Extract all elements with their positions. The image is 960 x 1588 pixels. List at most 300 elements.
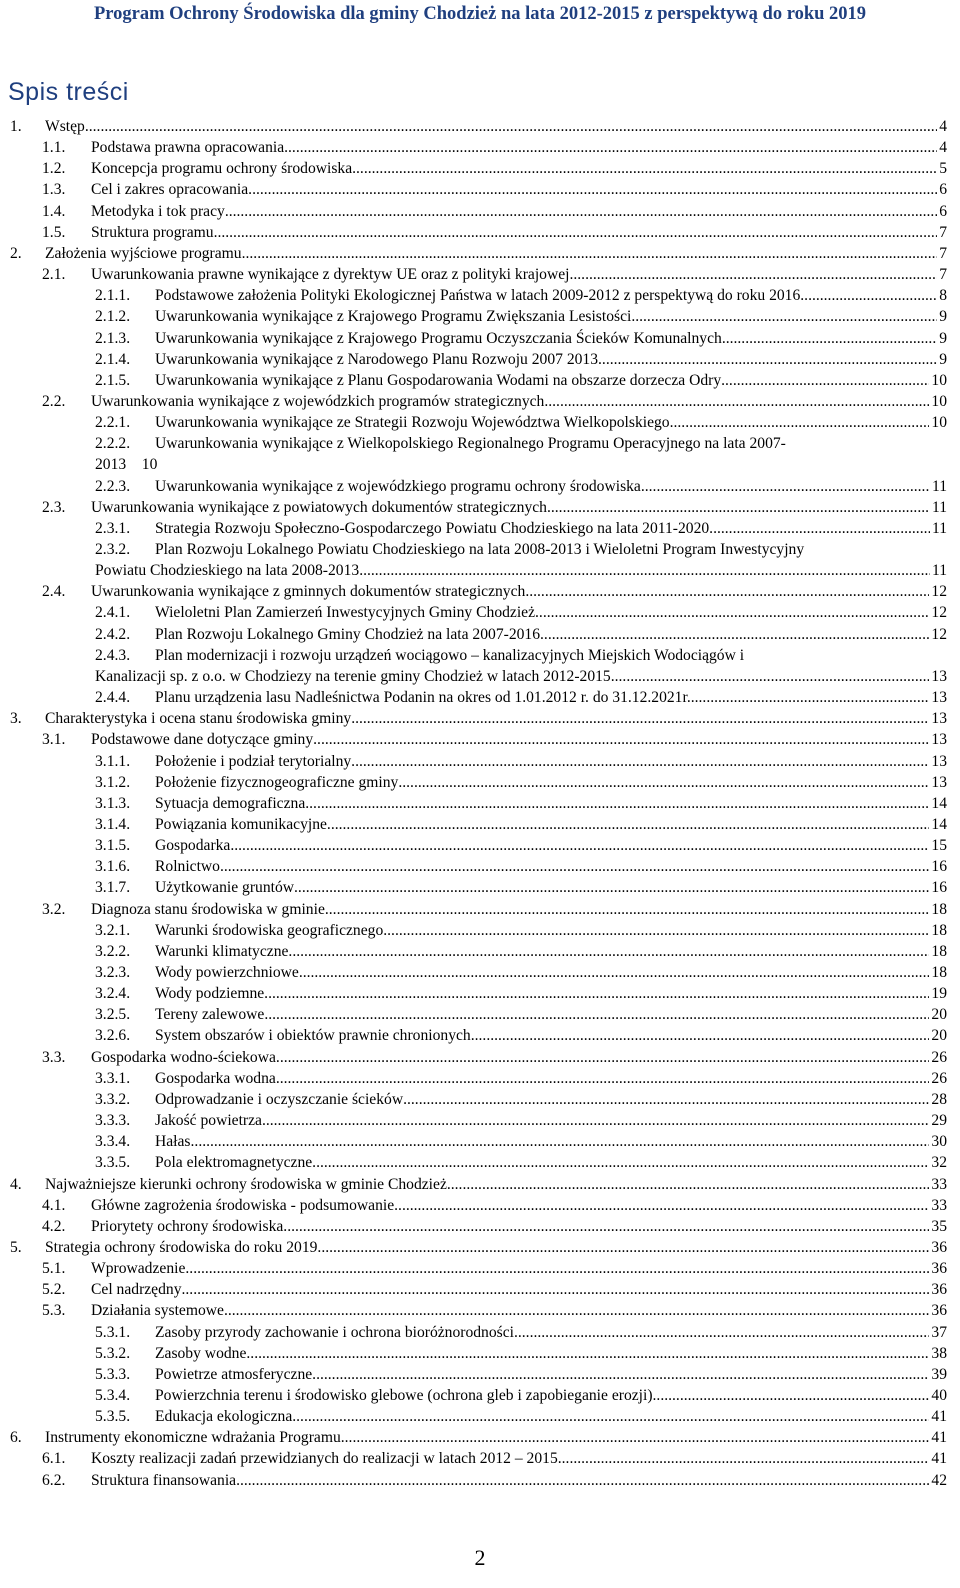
toc-entry-title: Warunki klimatyczne — [155, 942, 289, 960]
toc-entry[interactable] — [0, 1111, 960, 1132]
toc-entry-page: 11 — [931, 498, 947, 516]
toc-entry-title: Wieloletni Plan Zamierzeń Inwestycyjnych Gminy Chodzież — [155, 604, 536, 622]
toc-entry-number: 2.1.3. — [95, 329, 131, 347]
dot-leader — [540, 625, 929, 644]
toc-entry-page: 13 — [931, 710, 947, 728]
toc-entry-page: 35 — [931, 1217, 947, 1235]
toc-entry-title-continued: 2013 10 — [95, 456, 158, 474]
toc-entry[interactable] — [0, 794, 960, 815]
toc-entry-title: Sytuacja demograficzna — [155, 794, 306, 812]
toc-entry-page: 32 — [931, 1154, 947, 1172]
dot-leader — [292, 1407, 929, 1426]
toc-entry-page: 13 — [931, 773, 947, 791]
toc-entry-number: 3.1.5. — [95, 837, 131, 855]
toc-entry[interactable] — [0, 730, 960, 751]
dot-leader — [691, 688, 930, 707]
toc-entry-number: 5.3.1. — [95, 1323, 131, 1341]
toc-entry-number: 2.1.2. — [95, 308, 131, 326]
toc-entry-number: 2.4. — [42, 583, 66, 601]
toc-entry[interactable] — [0, 202, 960, 223]
toc-entry-page: 36 — [931, 1260, 947, 1278]
toc-entry-number: 3.1. — [42, 731, 66, 749]
dot-leader — [471, 1026, 930, 1045]
toc-entry-title: Cel nadrzędny — [91, 1281, 182, 1299]
dot-leader — [224, 1301, 929, 1320]
toc-entry[interactable] — [0, 1238, 960, 1259]
toc-entry-title: Koszty realizacji zadań przewidzianych do realizacji w latach 2012 – 2015 — [91, 1450, 558, 1468]
toc-entry-page: 9 — [939, 308, 947, 326]
toc-entry-page: 19 — [931, 985, 947, 1003]
dot-leader — [242, 244, 938, 263]
toc-entry-number: 2.1. — [42, 266, 66, 284]
dot-leader — [598, 350, 937, 369]
dot-leader — [191, 1132, 930, 1151]
toc-entry-page: 12 — [931, 604, 947, 622]
toc-entry-page: 4 — [939, 139, 947, 157]
toc-entry-title: Uwarunkowania wynikające z wojewódzkiego programu ochrony środowiska — [155, 477, 641, 495]
toc-entry[interactable] — [0, 900, 960, 921]
dot-leader — [299, 963, 930, 982]
toc-entry-title: Użytkowanie gruntów — [155, 879, 295, 897]
toc-entry-title: Zasoby wodne — [155, 1344, 247, 1362]
dot-leader — [398, 773, 929, 792]
toc-entry-title: Diagnoza stanu środowiska w gminie — [91, 900, 325, 918]
toc-entry-title: Podstawa prawna opracowania — [91, 139, 285, 157]
toc-entry-title: Główne zagrożenia środowiska - podsumowanie — [91, 1196, 395, 1214]
dot-leader — [284, 138, 937, 157]
dot-leader — [264, 984, 929, 1003]
toc-entry-title: Uwarunkowania wynikające z wojewódzkich programów strategicznych — [91, 392, 545, 410]
toc-entry-page: 15 — [931, 837, 947, 855]
toc-entry[interactable] — [0, 1323, 960, 1344]
toc-entry-title: Najważniejsze kierunki ochrony środowiska w gminie Chodzież — [45, 1175, 447, 1193]
toc-entry-page: 9 — [939, 350, 947, 368]
toc-entry[interactable] — [0, 582, 960, 603]
dot-leader — [246, 1344, 929, 1363]
toc-entry-number: 6.2. — [42, 1471, 66, 1489]
toc-entry-title-continued: Powiatu Chodzieskiego na lata 2008-2013 — [95, 562, 360, 579]
toc-entry-number: 2.4.4. — [95, 689, 131, 707]
toc-entry-number: 3.2.4. — [95, 985, 131, 1003]
toc-entry-title: Powietrze atmosferyczne — [155, 1365, 313, 1383]
toc-entry-title: Uwarunkowania wynikające z Krajowego Programu Zwiększania Lesistości — [155, 308, 632, 326]
dot-leader — [525, 582, 929, 601]
dot-leader — [264, 1005, 929, 1024]
toc-entry-title: Cel i zakres opracowania — [91, 181, 249, 199]
toc-entry[interactable] — [0, 1280, 960, 1301]
toc-entry[interactable] — [0, 1365, 960, 1386]
toc-entry-number: 2.2.1. — [95, 414, 131, 432]
toc-entry[interactable] — [0, 1344, 960, 1365]
toc-entry-page: 26 — [931, 1069, 947, 1087]
toc-entry-title: Metodyka i tok pracy — [91, 202, 225, 220]
toc-entry-page: 38 — [931, 1344, 947, 1362]
toc-entry-number: 1.5. — [42, 223, 66, 241]
toc-entry-number: 1. — [10, 118, 22, 135]
toc-entry[interactable] — [0, 815, 960, 836]
dot-leader — [351, 709, 929, 728]
dot-leader — [721, 371, 929, 390]
toc-entry-number: 5.3.2. — [95, 1344, 131, 1362]
dot-leader — [230, 836, 929, 855]
toc-entry-page: 40 — [931, 1387, 947, 1404]
toc-entry-number: 3.2.3. — [95, 964, 131, 981]
toc-entry-title: Uwarunkowania prawne wynikające z dyrektyw UE oraz z polityki krajowej — [91, 266, 570, 284]
toc-entry[interactable] — [0, 688, 960, 709]
toc-entry-page: 42 — [931, 1471, 947, 1489]
toc-entry-number: 5.1. — [42, 1260, 66, 1278]
toc-entry-title: Planu urządzenia lasu Nadleśnictwa Podanin na okres od 1.01.2012 r. do 31.12.2021r. — [155, 689, 691, 707]
dot-leader — [288, 942, 929, 961]
toc-entry-title: Uwarunkowania wynikające z Wielkopolskiego Regionalnego Programu Operacyjnego na lata 2007- — [155, 435, 786, 453]
toc-entry-number: 3.1.4. — [95, 815, 131, 833]
toc-entry-page: 9 — [939, 329, 947, 347]
toc-entry-title: Powierzchnia terenu i środowisko glebowe (ochrona gleb i zapobieganie erozji) — [155, 1387, 653, 1404]
toc-entry-number: 3.3.4. — [95, 1133, 131, 1151]
toc-entry-page: 20 — [931, 1006, 947, 1024]
toc-entry[interactable] — [0, 1026, 960, 1047]
dot-leader — [394, 1196, 929, 1215]
dot-leader — [447, 1175, 930, 1194]
dot-leader — [670, 413, 930, 432]
toc-entry-page: 30 — [931, 1133, 947, 1151]
toc-entry-title: Założenia wyjściowe programu — [45, 244, 242, 262]
dot-leader — [383, 921, 929, 940]
toc-entry-number: 5.2. — [42, 1281, 66, 1299]
toc-entry-title: Uwarunkowania wynikające z powiatowych dokumentów strategicznych — [91, 498, 547, 516]
dot-leader — [641, 477, 930, 496]
toc-entry-number: 2.1.5. — [95, 371, 131, 389]
dot-leader — [611, 667, 930, 686]
toc-entry-title: Odprowadzanie i oczyszczanie ścieków — [155, 1090, 404, 1108]
dot-leader — [262, 1111, 929, 1130]
toc-entry-page: 10 — [931, 371, 947, 389]
toc-entry[interactable] — [0, 180, 960, 201]
toc-entry[interactable] — [0, 477, 960, 498]
toc-entry-number: 2.4.3. — [95, 646, 131, 664]
toc-entry[interactable] — [0, 603, 960, 624]
toc-entry-number: 2.4.2. — [95, 625, 131, 643]
toc-entry-page: 12 — [931, 583, 947, 601]
toc-entry-number: 2.4.1. — [95, 604, 131, 622]
toc-title: Spis treści — [8, 78, 129, 106]
toc-entry-number: 3.1.3. — [95, 794, 131, 812]
dot-leader — [276, 1069, 930, 1088]
toc-entry-page: 18 — [931, 964, 947, 981]
toc-entry-page: 26 — [931, 1048, 947, 1066]
toc-entry-title: Instrumenty ekonomiczne wdrażania Programu — [45, 1429, 341, 1447]
toc-entry[interactable] — [0, 371, 960, 392]
toc-entry-number: 4. — [10, 1175, 22, 1193]
toc-entry-number: 3.2.1. — [95, 921, 131, 939]
toc-entry[interactable] — [0, 117, 960, 138]
toc-entry[interactable] — [0, 223, 960, 244]
toc-entry-title: Gospodarka wodna — [155, 1069, 276, 1087]
toc-entry-title: Zasoby przyrody zachowanie i ochrona bioróżnorodności — [155, 1323, 514, 1341]
toc-entry-number: 6.1. — [42, 1450, 66, 1468]
dot-leader — [248, 180, 937, 199]
toc-entry-number: 6. — [10, 1429, 22, 1447]
toc-entry[interactable] — [0, 857, 960, 878]
toc-entry-number: 2.1.1. — [95, 287, 131, 305]
dot-leader — [403, 1090, 929, 1109]
toc-entry-number: 1.4. — [42, 202, 66, 220]
toc-entry-number: 4.1. — [42, 1196, 66, 1214]
dot-leader — [631, 307, 937, 326]
toc-entry-title: Uwarunkowania wynikające z gminnych dokumentów strategicznych — [91, 583, 526, 601]
dot-leader — [352, 159, 937, 178]
toc-entry-number: 3.1.1. — [95, 752, 131, 770]
toc-entry-number: 3.3.5. — [95, 1154, 131, 1172]
toc-entry[interactable] — [0, 1471, 960, 1492]
toc-entry-title: Położenie i podział terytorialny — [155, 752, 352, 770]
toc-entry-number: 3.3.2. — [95, 1090, 131, 1108]
toc-entry[interactable] — [0, 286, 960, 307]
dot-leader — [220, 857, 929, 876]
toc-entry-number: 2.3. — [42, 498, 66, 516]
toc-entry-page: 18 — [931, 942, 947, 960]
toc-entry[interactable] — [0, 434, 960, 474]
toc-entry[interactable] — [0, 942, 960, 963]
toc-entry-page: 11 — [931, 562, 947, 579]
toc-entry-title: Wstęp — [45, 118, 85, 135]
toc-entry-page: 41 — [931, 1408, 947, 1426]
toc-entry-title: Powiązania komunikacyjne — [155, 815, 327, 833]
toc-entry-title: Pola elektromagnetyczne — [155, 1154, 313, 1172]
dot-leader — [294, 878, 929, 897]
toc-entry-title: Hałas — [155, 1133, 191, 1151]
toc-entry-page: 29 — [931, 1112, 947, 1130]
toc-entry-title: Wody podziemne — [155, 985, 265, 1003]
toc-entry-number: 1.2. — [42, 160, 66, 178]
toc-entry-page: 39 — [931, 1365, 947, 1383]
toc-entry-page: 13 — [931, 689, 947, 707]
toc-entry[interactable] — [0, 646, 960, 685]
toc-entry-page: 5 — [939, 160, 947, 178]
toc-entry-title: Charakterystyka i ocena stanu środowiska gminy — [45, 710, 352, 728]
toc-entry-number: 2. — [10, 244, 22, 262]
dot-leader — [653, 1386, 930, 1405]
toc-entry-number: 1.3. — [42, 181, 66, 199]
toc-entry-number: 2.1.4. — [95, 350, 131, 368]
toc-entry-title-continued: Kanalizacji sp. z o.o. w Chodziezy na terenie gminy Chodzież w latach 2012-2015 — [95, 667, 611, 685]
toc-entry-number: 3.1.2. — [95, 773, 131, 791]
toc-entry[interactable] — [0, 519, 960, 540]
toc-entry-page: 36 — [931, 1302, 947, 1320]
dot-leader — [317, 1238, 929, 1257]
toc-entry-title: Koncepcja programu ochrony środowiska — [91, 160, 353, 178]
dot-leader — [709, 519, 930, 538]
toc-entry-page: 16 — [931, 858, 947, 876]
toc-entry-number: 5. — [10, 1238, 22, 1256]
toc-entry-page: 37 — [931, 1323, 947, 1341]
toc-entry-title: Rolnictwo — [155, 858, 220, 876]
dot-leader — [547, 498, 930, 517]
toc-entry-title: Plan Rozwoju Lokalnego Powiatu Chodzieskiego na lata 2008-2013 i Wieloletni Program Inwestycyjny — [155, 541, 805, 558]
toc-entry-page: 6 — [939, 181, 947, 199]
document-header: Program Ochrony Środowiska dla gminy Chodzież na lata 2012-2015 z perspektywą do roku 2019 — [93, 4, 867, 24]
toc-entry-page: 8 — [939, 287, 947, 305]
toc-entry-title: Jakość powietrza — [155, 1112, 262, 1130]
toc-entry[interactable] — [0, 307, 960, 328]
toc-entry-number: 1.1. — [42, 139, 66, 157]
toc-entry-title: Wprowadzenie — [91, 1260, 186, 1278]
toc-entry[interactable] — [0, 1301, 960, 1322]
toc-entry[interactable] — [0, 921, 960, 942]
toc-entry-number: 3.2.2. — [95, 942, 131, 960]
toc-entry[interactable] — [0, 540, 960, 579]
toc-entry-number: 5.3.5. — [95, 1408, 131, 1426]
toc-entry-title: Uwarunkowania wynikające ze Strategii Rozwoju Województwa Wielkopolskiego — [155, 414, 670, 432]
toc-entry[interactable] — [0, 138, 960, 159]
toc-entry[interactable] — [0, 878, 960, 899]
dot-leader — [325, 900, 930, 919]
toc-entry-number: 5.3.3. — [95, 1365, 131, 1383]
dot-leader — [558, 1449, 930, 1468]
toc-entry-title: Plan Rozwoju Lokalnego Gminy Chodzież na lata 2007-2016 — [155, 625, 541, 643]
page-number: 2 — [474, 1545, 486, 1570]
toc-entry-number: 3.2.5. — [95, 1006, 131, 1024]
toc-entry[interactable] — [0, 265, 960, 286]
toc-entry-page: 13 — [931, 752, 947, 770]
toc-entry[interactable] — [0, 1069, 960, 1090]
toc-entry-page: 4 — [939, 118, 947, 135]
toc-entry-page: 20 — [931, 1027, 947, 1045]
toc-entry-title: Położenie fizycznogeograficzne gminy — [155, 773, 399, 791]
toc-entry[interactable] — [0, 625, 960, 646]
toc-entry-number: 5.3.4. — [95, 1387, 131, 1404]
toc-entry[interactable] — [0, 984, 960, 1005]
toc-entry-page: 18 — [931, 921, 947, 939]
toc-entry-title: Gospodarka wodno-ściekowa — [91, 1048, 276, 1066]
toc-entry-page: 10 — [931, 392, 947, 410]
toc-entry[interactable] — [0, 1449, 960, 1470]
toc-entry[interactable] — [0, 773, 960, 794]
toc-entry-number: 3. — [10, 710, 22, 728]
toc-entry-page: 41 — [931, 1450, 947, 1468]
toc-entry-title: Podstawowe założenia Polityki Ekologicznej Państwa w latach 2009-2012 z perspektywą do roku 2016 — [155, 287, 801, 305]
toc-entry-title: Wody powierzchniowe — [155, 964, 299, 981]
toc-entry[interactable] — [0, 1175, 960, 1196]
toc-entry[interactable] — [0, 413, 960, 434]
dot-leader — [85, 117, 937, 136]
toc-entry-number: 3.2.6. — [95, 1027, 131, 1045]
toc-entry[interactable] — [0, 1259, 960, 1280]
toc-entry-title: Uwarunkowania wynikające z Krajowego Programu Oczyszczania Ścieków Komunalnych — [155, 329, 722, 347]
toc-entry[interactable] — [0, 709, 960, 730]
toc-entry[interactable] — [0, 963, 960, 984]
toc-entry[interactable] — [0, 350, 960, 371]
toc-entry-page: 11 — [931, 519, 947, 537]
dot-leader — [225, 202, 937, 221]
toc-entry-page: 7 — [939, 244, 947, 262]
toc-entry-page: 18 — [931, 900, 947, 918]
toc-entry-number: 3.3. — [42, 1048, 66, 1066]
toc-entry-title: Gospodarka — [155, 837, 231, 855]
toc-entry-page: 11 — [931, 477, 947, 495]
toc-entry-page: 10 — [931, 414, 947, 432]
toc-entry-page: 7 — [939, 223, 947, 241]
toc-entry[interactable] — [0, 1048, 960, 1069]
toc-entry-title: Warunki środowiska geograficznego — [155, 921, 384, 939]
dot-leader — [182, 1280, 930, 1299]
toc-entry-number: 2.3.1. — [95, 519, 131, 537]
toc-entry-number: 2.2.3. — [95, 477, 131, 495]
toc-entry[interactable] — [0, 1386, 960, 1407]
toc-entry[interactable] — [0, 836, 960, 857]
toc-entry[interactable] — [0, 392, 960, 413]
toc-entry-page: 33 — [931, 1175, 947, 1193]
toc-entry-number: 2.2.2. — [95, 435, 131, 453]
toc-entry-title: Struktura programu — [91, 223, 214, 241]
toc-entry-page: 7 — [939, 266, 947, 284]
toc-entry[interactable] — [0, 498, 960, 519]
dot-leader — [305, 794, 929, 813]
dot-leader — [236, 1471, 929, 1490]
toc-entry-title: Podstawowe dane dotyczące gminy — [91, 731, 314, 749]
dot-leader — [341, 1428, 930, 1447]
toc-entry[interactable] — [0, 329, 960, 350]
dot-leader — [535, 603, 929, 622]
toc-entry[interactable] — [0, 159, 960, 180]
toc-entry-title: Uwarunkowania wynikające z Narodowego Planu Rozwoju 2007 2013 — [155, 350, 599, 368]
toc-entry-number: 3.3.1. — [95, 1069, 131, 1087]
toc-entry[interactable] — [0, 1132, 960, 1153]
toc-entry[interactable] — [0, 1196, 960, 1217]
dot-leader — [359, 561, 930, 580]
toc-entry-page: 12 — [931, 625, 947, 643]
dot-leader — [569, 265, 937, 284]
toc-entry[interactable] — [0, 1217, 960, 1238]
toc-entry-page: 14 — [931, 794, 947, 812]
toc-entry[interactable] — [0, 1090, 960, 1111]
toc-entry-page: 14 — [931, 815, 947, 833]
dot-leader — [283, 1217, 929, 1236]
toc-entry[interactable] — [0, 244, 960, 265]
toc-entry[interactable] — [0, 1153, 960, 1174]
toc-entry-title: Edukacja ekologiczna — [155, 1408, 293, 1426]
toc-entry-page: 13 — [931, 667, 947, 685]
toc-entry-page: 6 — [939, 202, 947, 220]
toc-entry[interactable] — [0, 1005, 960, 1026]
toc-entry-title: Strategia ochrony środowiska do roku 2019 — [45, 1238, 318, 1256]
toc-entry-title: Uwarunkowania wynikające z Planu Gospodarowania Wodami na obszarze dorzecza Odry — [155, 371, 722, 389]
dot-leader — [185, 1259, 929, 1278]
toc-entry[interactable] — [0, 1407, 960, 1428]
dot-leader — [351, 752, 929, 771]
toc-entry-page: 33 — [931, 1196, 947, 1214]
dot-leader — [327, 815, 929, 834]
dot-leader — [514, 1323, 929, 1342]
toc-entry-page: 41 — [931, 1429, 947, 1447]
dot-leader — [722, 329, 937, 348]
toc-entry-title: Działania systemowe — [91, 1302, 224, 1320]
dot-leader — [544, 392, 929, 411]
toc-entry-title: Tereny zalewowe — [155, 1006, 265, 1024]
dot-leader — [312, 1365, 929, 1384]
toc-entry-number: 3.3.3. — [95, 1112, 131, 1130]
toc-entry-number: 2.3.2. — [95, 541, 131, 558]
toc-entry-number: 2.2. — [42, 392, 66, 410]
dot-leader — [800, 286, 937, 305]
toc-entry[interactable] — [0, 752, 960, 773]
toc-entry[interactable] — [0, 1428, 960, 1449]
toc-entry-title: Plan modernizacji i rozwoju urządzeń wociągowo – kanalizacyjnych Miejskich Wodociągów i — [155, 646, 745, 664]
toc-entry-page: 36 — [931, 1281, 947, 1299]
toc-entry-number: 3.1.7. — [95, 879, 131, 897]
toc-entry-title: System obszarów i obiektów prawnie chronionych — [155, 1027, 471, 1045]
toc-entry-page: 36 — [931, 1238, 947, 1256]
